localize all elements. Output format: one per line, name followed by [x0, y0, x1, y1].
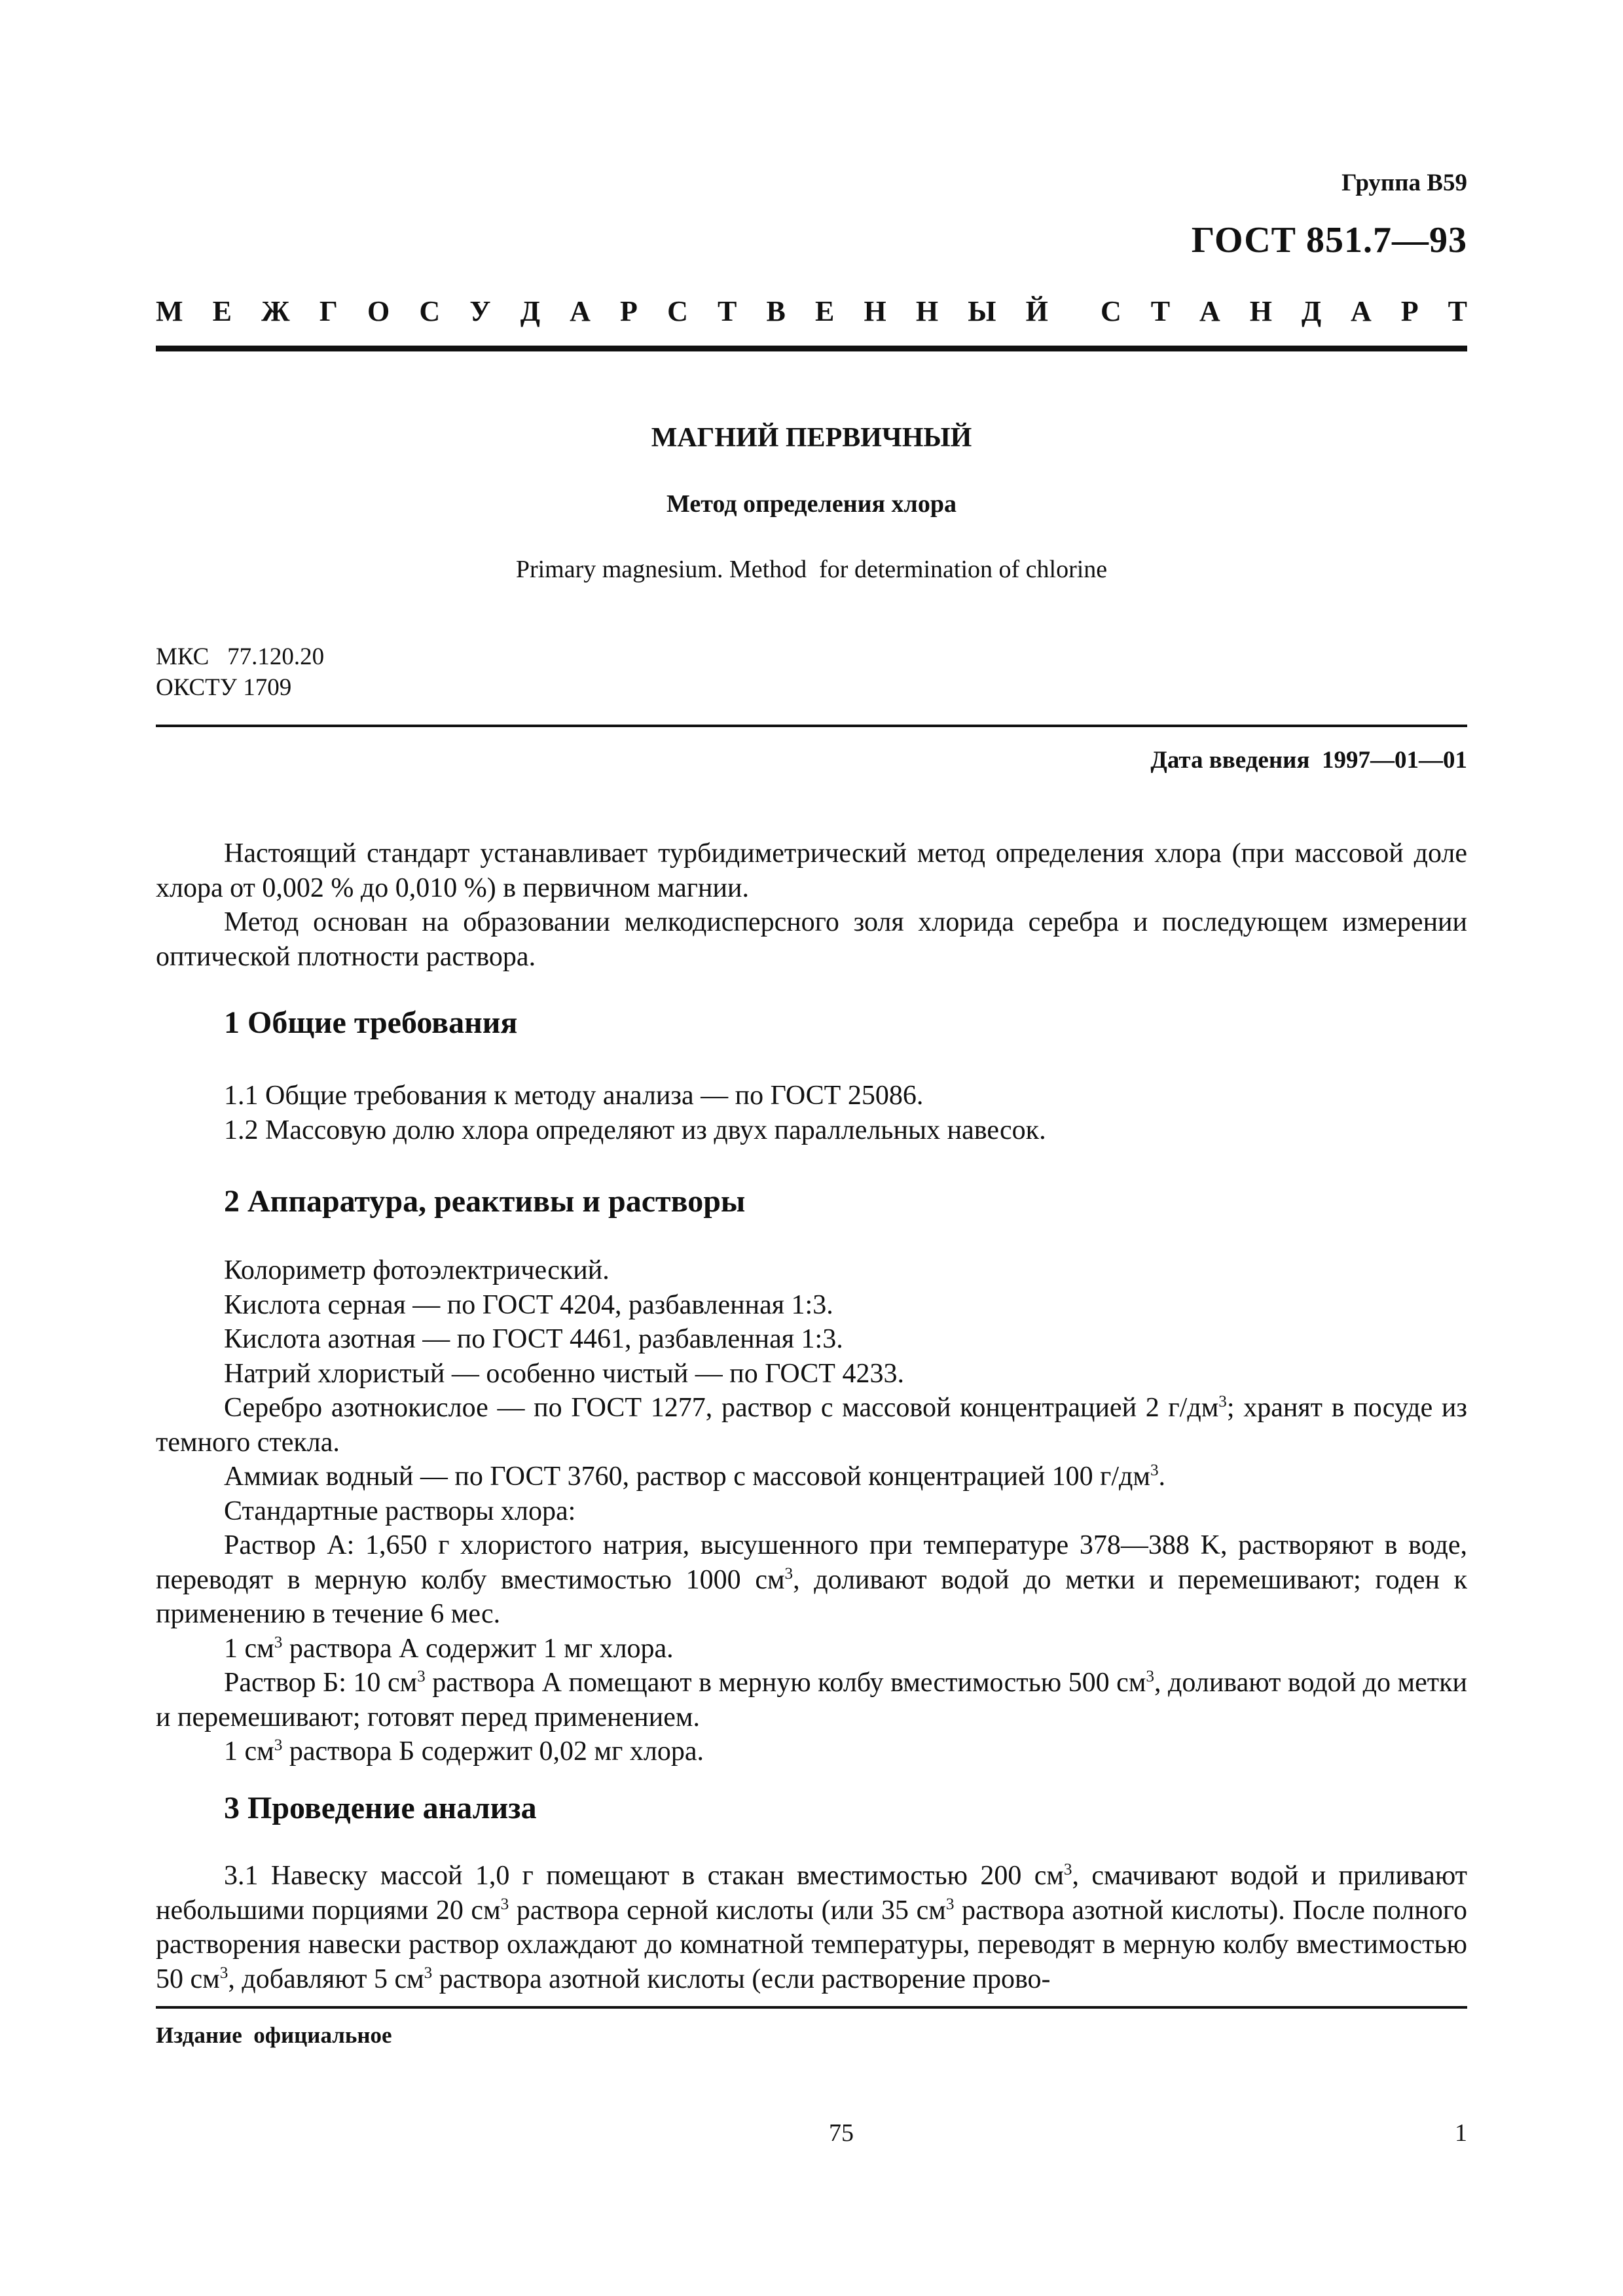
section-2-body	[156, 1253, 1467, 1769]
reagent-line: Серебро азотнокислое — по ГОСТ 1277, раствор с массовой концентрацией 2 $г/дм^3$; хранят в посуде из темного стекла.	[156, 1393, 1467, 1458]
document-subtitle: Метод определения хлора	[666, 490, 957, 518]
reagent-line: Аммиак водный — по ГОСТ 3760, раствор с массовой концентрацией 100 $г/дм^3$.	[224, 1462, 1166, 1492]
solution-b-content: 1 $см^3$ раствора Б содержит 0,02 мг хлора.	[224, 1736, 704, 1767]
date-rule	[156, 725, 1467, 727]
section-1-heading: 1 Общие требования	[224, 1005, 518, 1040]
equipment-line: Колориметр фотоэлектрический.	[224, 1255, 610, 1285]
section-3-body	[156, 1859, 1467, 1996]
intro-paragraph-2: Метод основан на образовании мелкодисперсного золя хлорида серебра и последующем измерении оптической плотности раствора.	[156, 907, 1467, 972]
intro-paragraph-1: Настоящий стандарт устанавливает турбидиметрический метод определения хлора (при массовой доле хлора от 0,002 % до 0,010 %) в первичном магнии.	[156, 838, 1467, 903]
section-3-heading: 3 Проведение анализа	[224, 1791, 537, 1825]
introduction-date: Дата введения 1997—01—01	[1150, 747, 1467, 774]
gost-number: ГОСТ 851.7—93	[1191, 220, 1467, 260]
page-number-center: 75	[829, 2119, 854, 2147]
footer-rule	[156, 2006, 1467, 2009]
document-title: МАГНИЙ ПЕРВИЧНЫЙ	[651, 423, 972, 453]
reagent-line: Кислота серная — по ГОСТ 4204, разбавленная 1:3.	[224, 1289, 833, 1320]
solution-a-paragraph: Раствор А: 1,650 г хлористого натрия, высушенного при температуре 378—388 K, растворяют в воде, переводят в мерную колбу вместимостью 1000 $см^3$, доливают водой до метки и перемешивают; годен к применению в течение 6 мес.	[156, 1530, 1467, 1629]
page-number-right: 1	[1455, 2119, 1467, 2147]
section-1-item-1: 1.1 Общие требования к методу анализа — по ГОСТ 25086.	[224, 1081, 924, 1111]
solution-a-content: 1 $см^3$ раствора А содержит 1 мг хлора.	[224, 1633, 674, 1664]
standard-solutions-label: Стандартные растворы хлора:	[224, 1496, 576, 1526]
section-1-item-2: 1.2 Массовую долю хлора определяют из двух параллельных навесок.	[224, 1115, 1046, 1145]
official-edition-label: Издание официальное	[156, 2022, 392, 2048]
banner-left: М Е Ж Г О С У Д А Р С Т В Е Н Н Ы Й	[156, 295, 1048, 327]
intro-block	[156, 836, 1467, 974]
banner-right: С Т А Н Д А Р Т	[1101, 295, 1467, 327]
reagent-line: Кислота азотная — по ГОСТ 4461, разбавленная 1:3.	[224, 1324, 843, 1354]
section-1-body	[156, 1079, 1467, 1147]
solution-b-paragraph: Раствор Б: 10 $см^3$ раствора А помещают в мерную колбу вместимостью 500 $см^3$, доливают водой до метки и перемешивают; готовят перед применением.	[156, 1668, 1468, 1732]
reagent-line: Натрий хлористый — особенно чистый — по ГОСТ 4233.	[224, 1358, 904, 1389]
english-title: Primary magnesium. Method for determination of chlorine	[515, 556, 1108, 583]
group-code: Группа B59	[1341, 170, 1467, 196]
mks-code: МКС 77.120.20	[156, 643, 325, 670]
interstate-standard-banner	[156, 295, 1467, 328]
okstu-code: ОКСТУ 1709	[156, 674, 292, 701]
header-rule	[156, 346, 1467, 351]
section-2-heading: 2 Аппаратура, реактивы и растворы	[224, 1184, 746, 1219]
section-3-paragraph-1: 3.1 Навеску массой 1,0 г помещают в стакан вместимостью 200 $см^3$, смачивают водой и приливают небольшими порциями 20 $см^3$ раствора серной кислоты (или 35 $см^3$ раствора азотной кислоты). После полного растворения навески раствор охлаждают до комнатной температуры, переводят в мерную колбу вместимостью 50 $см^3$, добавляют 5 $см^3$ раствора азотной кислоты (если растворение прово-	[156, 1861, 1468, 1994]
classification-codes	[156, 641, 324, 703]
